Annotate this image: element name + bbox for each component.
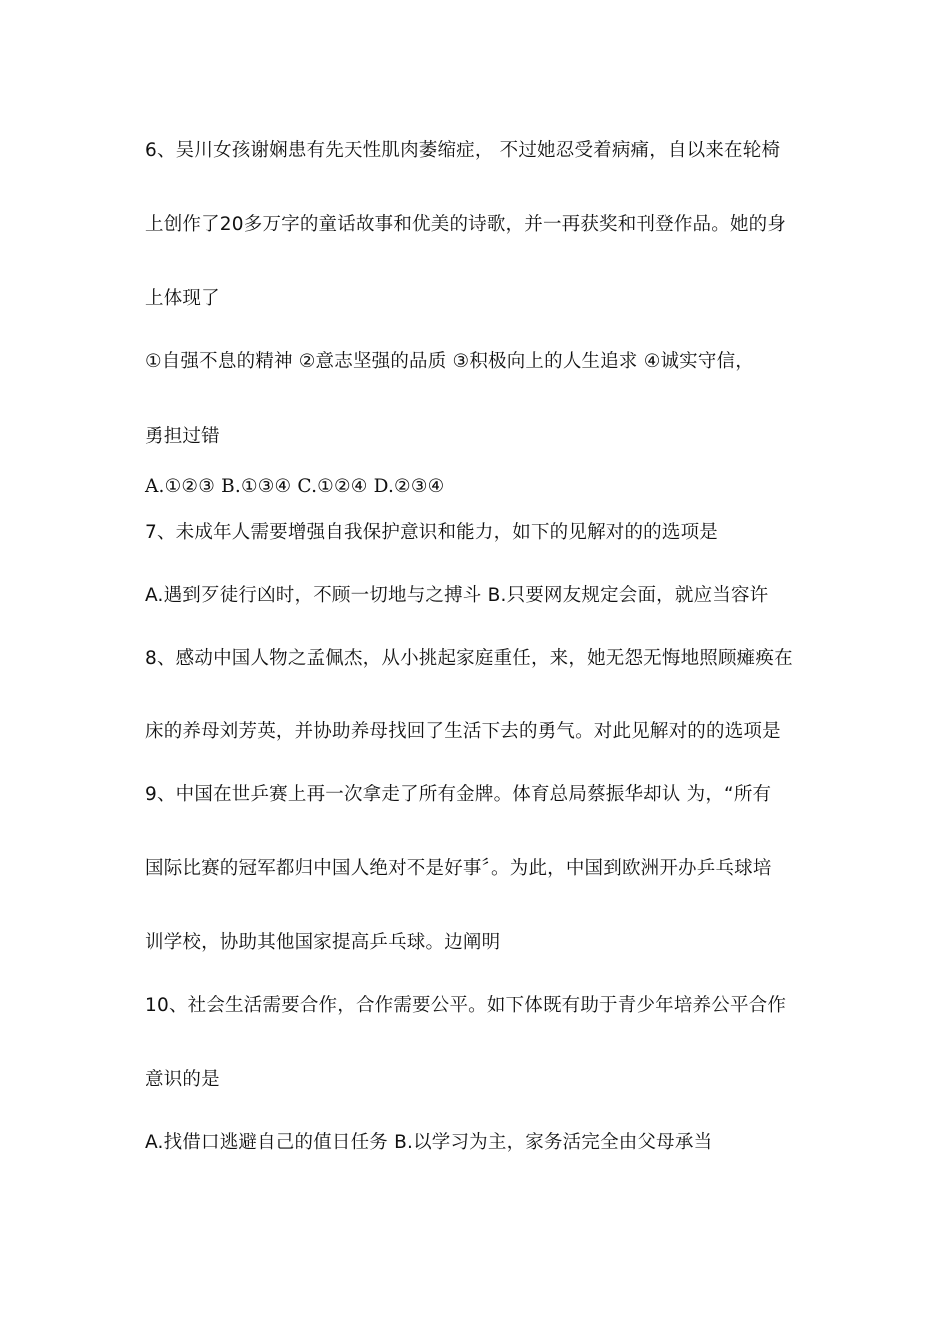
q7-question: 7、未成年人需要增强自我保护意识和能力，如下的见解对的的选项是 xyxy=(145,522,718,543)
q8-line-1: 8、感动中国人物之孟佩杰，从小挑起家庭重任，来，她无怨无悔地照顾瘫痪在 xyxy=(145,648,793,669)
q10-options: A.找借口逃避自己的值日任务 B.以学习为主，家务活完全由父母承当 xyxy=(145,1132,713,1153)
q6-line-3: 上体现了 xyxy=(145,288,220,309)
q7-options: A.遇到歹徒行凶时，不顾一切地与之搏斗 B.只要网友规定会面，就应当容许 xyxy=(145,585,769,606)
q6-options: A.①②③ B.①③④ C.①②④ D.②③④ xyxy=(145,476,445,497)
q8-line-2: 床的养母刘芳英，并协助养母找回了生活下去的勇气。对此见解对的的选项是 xyxy=(145,721,781,742)
q9-line-1: 9、中国在世乒赛上再一次拿走了所有金牌。体育总局蔡振华却认 为，“所有 xyxy=(145,784,772,805)
q6-line-1: 6、吴川女孩谢娴患有先天性肌肉萎缩症， 不过她忍受着病痛，自以来在轮椅 xyxy=(145,140,781,161)
q9-line-2: 国际比赛的冠军都归中国人绝对不是好事〞。为此，中国到欧洲开办乒乓球培 xyxy=(145,858,772,879)
q6-statements-line-2: 勇担过错 xyxy=(145,426,220,447)
q6-line-2: 上创作了20多万字的童话故事和优美的诗歌，并一再获奖和刊登作品。她的身 xyxy=(145,214,787,235)
q10-line-1: 10、社会生活需要合作，合作需要公平。如下体既有助于青少年培养公平合作 xyxy=(145,995,787,1016)
q6-statements-line-1: ①自强不息的精神 ②意志坚强的品质 ③积极向上的人生追求 ④诚实守信， xyxy=(145,351,754,372)
q9-line-3: 训学校，协助其他国家提高乒乓球。边阐明 xyxy=(145,932,501,953)
q10-line-2: 意识的是 xyxy=(145,1069,220,1090)
